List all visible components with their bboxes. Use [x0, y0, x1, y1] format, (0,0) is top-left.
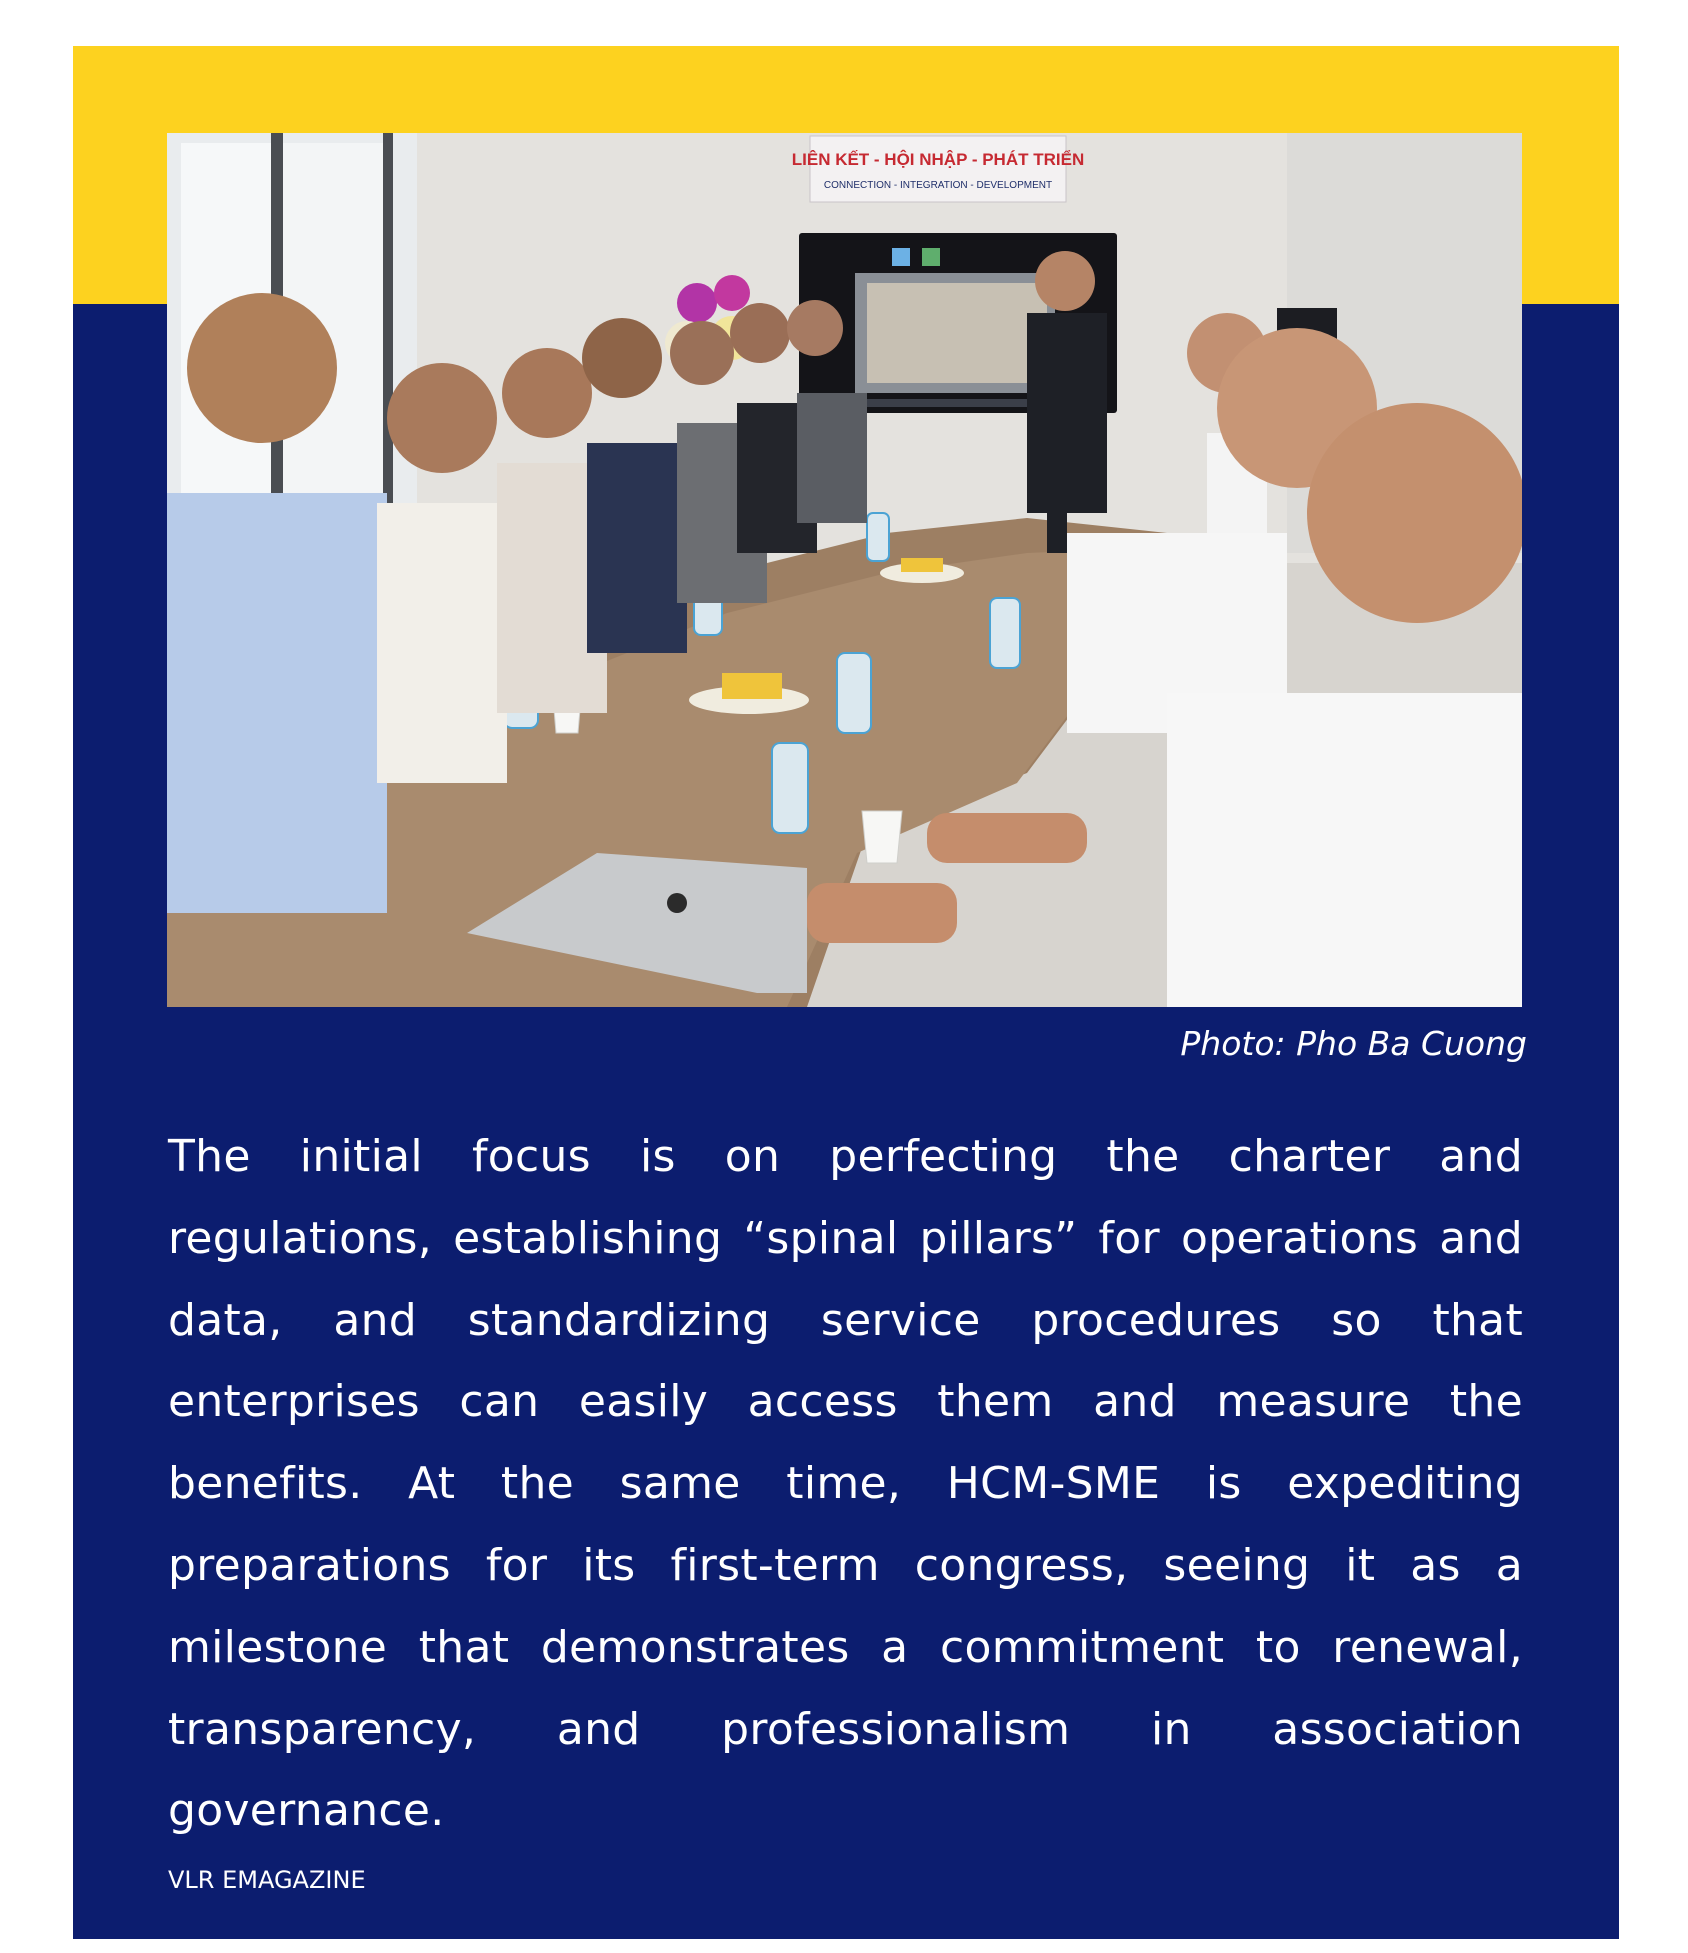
article-paragraph: The initial focus is on perfecting the charter and regulations, establishing “spinal pillars” for operations and data, and standardizing service procedures so that enterprises can easily access them and measure the benefits. At the same time, HCM-SME is expediting preparations for its first-term congress, seeing it as a milestone that demonstrates a commitment to renewal, transparency, and professionalism in association governance. [168, 1131, 1523, 1837]
wall-banner [792, 136, 1084, 202]
publication-footer: VLR EMAGAZINE [168, 1866, 366, 1894]
banner-subtitle: CONNECTION - INTEGRATION - DEVELOPMENT [823, 180, 1053, 191]
banner-title: LIÊN KẾT - HỘI NHẬP - PHÁT TRIỂN [791, 150, 1085, 169]
photo-caption: Photo: Pho Ba Cuong [1180, 1024, 1527, 1063]
meeting-photo [167, 133, 1522, 1007]
article-card [73, 46, 1619, 1939]
